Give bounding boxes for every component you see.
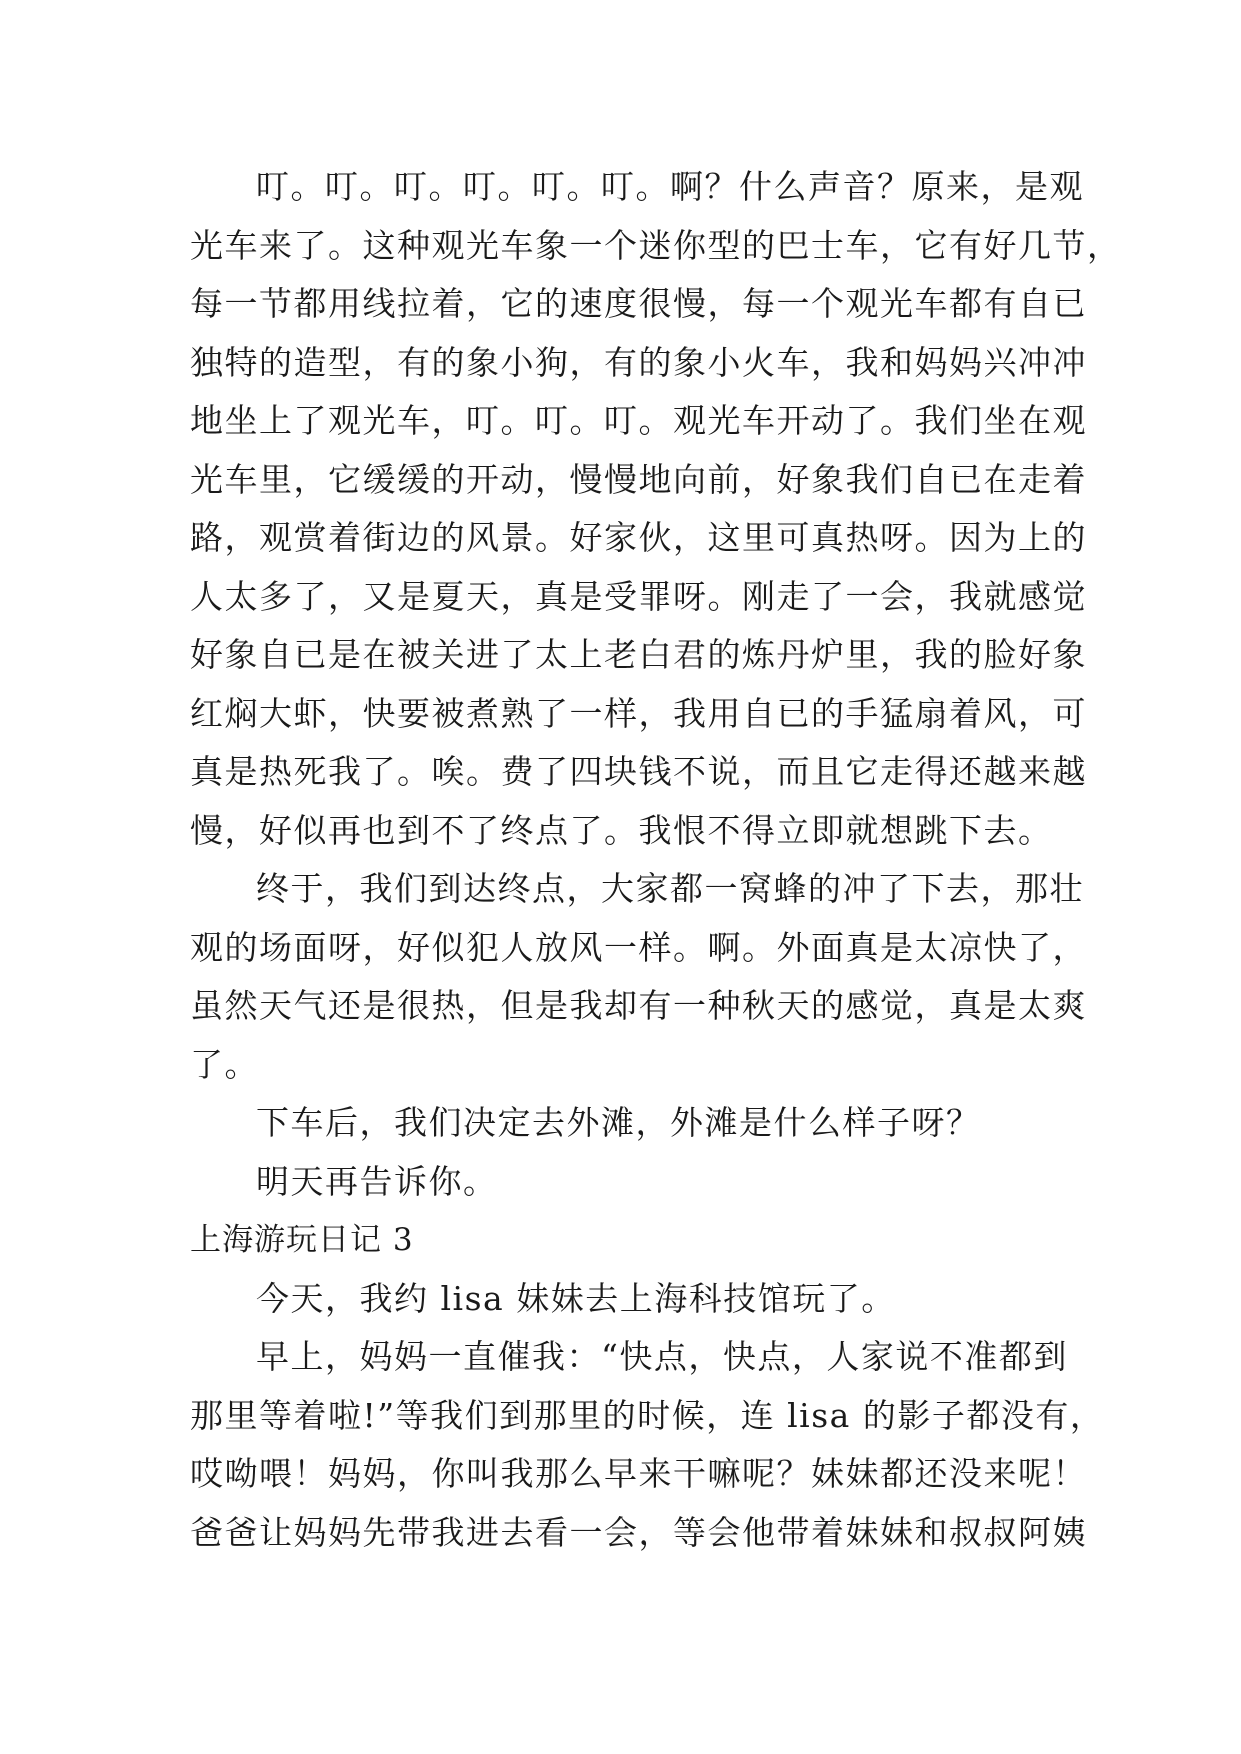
text-line: 明天再告诉你。 bbox=[256, 1161, 498, 1201]
paragraph-sightseeing-car bbox=[190, 158, 1122, 860]
text-line: 叮。叮。叮。叮。叮。叮。啊？什么声音？原来，是观 bbox=[256, 167, 1084, 206]
text-line: 观的场面呀，好似犯人放风一样。啊。外面真是太凉快了， bbox=[190, 927, 1087, 967]
text-line: 虽然天气还是很热，但是我却有一种秋天的感觉，真是太爽 bbox=[190, 986, 1087, 1025]
text-line: 终于，我们到达终点，大家都一窝蜂的冲了下去，那壮 bbox=[256, 869, 1084, 908]
text-line: 红焖大虾，快要被煮熟了一样，我用自已的手猛扇着风，可 bbox=[190, 693, 1087, 733]
text-line: 今天，我约 lisa 妹妹去上海科技馆玩了。 bbox=[256, 1278, 896, 1318]
document-body bbox=[190, 158, 1122, 1562]
text-line: 光车里，它缓缓的开动，慢慢地向前，好象我们自已在走着 bbox=[190, 459, 1087, 499]
text-line: 地坐上了观光车，叮。叮。叮。观光车开动了。我们坐在观 bbox=[190, 401, 1087, 440]
text-line: 真是热死我了。唉。费了四块钱不说，而且它走得还越来越 bbox=[190, 752, 1087, 791]
text-line: 人太多了，又是夏天，真是受罪呀。刚走了一会，我就感觉 bbox=[190, 576, 1087, 616]
text-line: 路，观赏着街边的风景。好家伙，这里可真热呀。因为上的 bbox=[190, 518, 1087, 557]
text-line: 哎呦喂！妈妈，你叫我那么早来干嘛呢？妹妹都还没来呢！ bbox=[190, 1454, 1087, 1493]
paragraph-arrival bbox=[190, 860, 1087, 1094]
text-line: 每一节都用线拉着，它的速度很慢，每一个观光车都有自已 bbox=[190, 284, 1087, 323]
text-line: 爸爸让妈妈先带我进去看一会，等会他带着妹妹和叔叔阿姨 bbox=[190, 1512, 1087, 1552]
text-line: 慢，好似再也到不了终点了。我恨不得立即就想跳下去。 bbox=[190, 810, 1053, 850]
paragraph-morning bbox=[190, 1328, 1105, 1562]
diary-heading: 上海游玩日记 3 bbox=[190, 1222, 414, 1258]
paragraph-tomorrow bbox=[190, 1153, 1060, 1212]
paragraph-today bbox=[190, 1270, 1060, 1329]
text-line: 下车后，我们决定去外滩，外滩是什么样子呀？ bbox=[256, 1103, 981, 1142]
paragraph-bund-question bbox=[190, 1094, 1060, 1153]
text-line: 独特的造型，有的象小狗，有的象小火车，我和妈妈兴冲冲 bbox=[190, 342, 1087, 382]
text-line: 那里等着啦!”等我们到那里的时候，连 lisa 的影子都没有， bbox=[190, 1395, 1105, 1435]
text-line: 了。 bbox=[190, 1044, 259, 1084]
text-line: 早上，妈妈一直催我：“快点，快点，人家说不准都到 bbox=[256, 1337, 1068, 1376]
text-line: 光车来了。这种观光车象一个迷你型的巴士车，它有好几节， bbox=[190, 225, 1122, 265]
text-line: 好象自已是在被关进了太上老白君的炼丹炉里，我的脸好象 bbox=[190, 635, 1087, 674]
